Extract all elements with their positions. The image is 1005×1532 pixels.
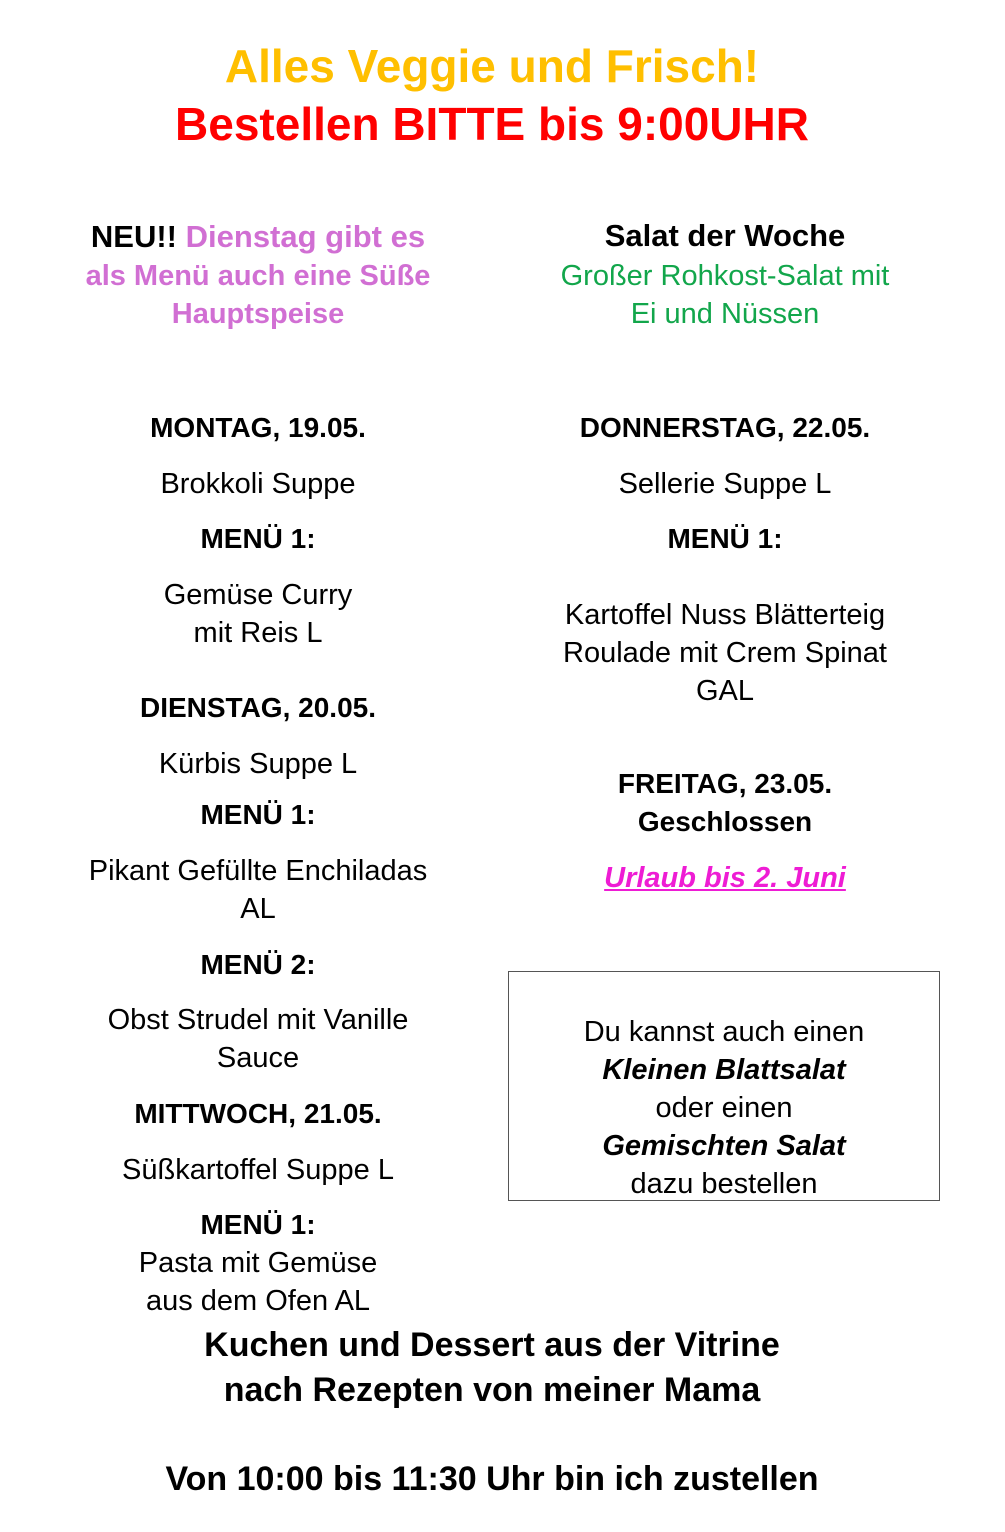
tuesday-heading: DIENSTAG, 20.05.	[139, 692, 376, 723]
tuesday-menu2-line-2: Sauce	[216, 1042, 300, 1074]
thursday-soup: Sellerie Suppe L	[618, 468, 832, 500]
wednesday-menu1-line-1: Pasta mit Gemüse	[138, 1247, 378, 1279]
wednesday-heading: MITTWOCH, 21.05.	[134, 1098, 382, 1129]
monday-menu1-label: MENÜ 1:	[200, 523, 316, 554]
thursday-menu1-line-1: Kartoffel Nuss Blätterteig	[564, 599, 886, 631]
announcement-line-2: als Menü auch eine Süße	[85, 260, 431, 292]
headline-order-deadline: Bestellen BITTE bis 9:00UHR	[175, 98, 809, 150]
wednesday-menu1-label: MENÜ 1:	[200, 1209, 316, 1240]
monday-menu1-line-1: Gemüse Curry	[163, 579, 353, 611]
wednesday-menu1-line-2: aus dem Ofen AL	[145, 1285, 371, 1317]
announcement-line-3: Hauptspeise	[171, 298, 345, 330]
tuesday-menu2-label: MENÜ 2:	[200, 949, 316, 980]
footer-cakes-line-1: Kuchen und Dessert aus der Vitrine	[204, 1326, 780, 1364]
wednesday-soup: Süßkartoffel Suppe L	[122, 1154, 394, 1186]
friday-heading: FREITAG, 23.05.	[617, 768, 833, 799]
salad-of-week-title: Salat der Woche	[604, 218, 846, 253]
thursday-menu1-line-2: Roulade mit Crem Spinat	[563, 637, 887, 669]
monday-menu1-line-2: mit Reis L	[193, 617, 323, 649]
footer-delivery-times: Von 10:00 bis 11:30 Uhr bin ich zustellen	[165, 1460, 819, 1498]
tuesday-menu2-line-1: Obst Strudel mit Vanille	[107, 1004, 409, 1036]
thursday-menu1-line-3: GAL	[695, 675, 755, 707]
side-salad-small-leaf-salad: Kleinen Blattsalat	[602, 1054, 846, 1086]
tuesday-menu1-line-2: AL	[240, 893, 276, 925]
monday-soup: Brokkoli Suppe	[160, 468, 356, 500]
headline-veggie: Alles Veggie und Frisch!	[224, 40, 760, 92]
thursday-menu1-label: MENÜ 1:	[667, 523, 783, 554]
side-salad-line-3: oder einen	[655, 1092, 793, 1124]
salad-of-week-line-2: Ei und Nüssen	[630, 298, 820, 330]
tuesday-soup: Kürbis Suppe L	[158, 748, 358, 780]
side-salad-box	[508, 971, 940, 1201]
monday-heading: MONTAG, 19.05.	[150, 412, 366, 443]
announcement-line-1	[18, 218, 498, 256]
announcement-prefix: NEU!!	[90, 219, 178, 254]
footer-cakes-line-2: nach Rezepten von meiner Mama	[223, 1371, 761, 1409]
announcement-text-1: Dienstag gibt es	[185, 219, 426, 254]
side-salad-line-1: Du kannst auch einen	[583, 1016, 865, 1048]
vacation-notice-link[interactable]: Urlaub bis 2. Juni	[604, 862, 846, 894]
salad-of-week-line-1: Großer Rohkost-Salat mit	[560, 260, 890, 292]
tuesday-menu1-label: MENÜ 1:	[200, 799, 316, 830]
thursday-heading: DONNERSTAG, 22.05.	[579, 412, 871, 443]
side-salad-line-5: dazu bestellen	[630, 1168, 818, 1200]
friday-status: Geschlossen	[637, 806, 813, 837]
side-salad-mixed-salad: Gemischten Salat	[602, 1130, 846, 1162]
tuesday-menu1-line-1: Pikant Gefüllte Enchiladas	[88, 855, 428, 887]
